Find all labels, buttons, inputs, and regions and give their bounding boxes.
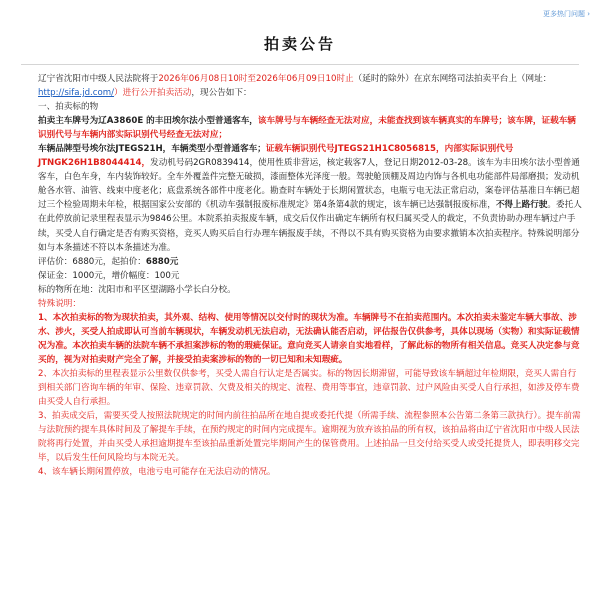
special-header: 特殊说明：	[38, 298, 81, 309]
special-item-2: 2、本次拍卖标的里程表显示公里数仅供参考，买受人需自行认定是否属实。标的物因长期滞留，可能导致该车辆超过年检期限，竞买人需自行到相关部门咨询车辆的年审、保险、违章罚款、欠费及相关的规定、流程、费用等事宜，违章罚款、过户风险由买受人自行承担，如涉及停车费由买受人自行承担。	[38, 368, 580, 408]
subject-paragraph	[38, 114, 582, 142]
section-heading: 一、拍卖标的物	[38, 102, 99, 113]
special-item-4: 4、该车辆长期闲置停放，电池亏电可能存在无法启动的情况。	[38, 467, 276, 478]
start-price-label: ，起拍价：	[102, 256, 146, 267]
intro-text-3: ，现公告如下：	[191, 88, 252, 99]
deposit-label: 保证金：	[38, 270, 73, 281]
intro-text-2: （延时的除外）在京东网络司法拍卖平台上（网址：	[353, 74, 552, 84]
vin-warning: 该车牌，证载车辆识别代号与车辆内部实际识别代号经查无法对应；	[38, 116, 576, 141]
title-divider	[21, 64, 579, 65]
location-line: 标的物所在地：沈阳市和平区望湖路小学长白分校。	[38, 284, 236, 295]
intro-text: 辽宁省沈阳市中级人民法院将于	[38, 74, 159, 84]
help-link[interactable]: 更多热门问题 ›	[542, 10, 590, 18]
eval-label: 评估价：	[38, 256, 73, 267]
price-line	[38, 255, 582, 269]
increment-value: 100元	[154, 270, 180, 281]
vehicle-description-2: 。委托人在此停放前记录里程表显示为9846公里。本院系拍卖报废车辆，成交后仅作出确定车辆所有权归属买受人的裁定，不负责协助办理车辆过户手续，买受人自行确定是否有购买资格，竞买人购买后自行办理车辆报废手续，不得以不具有购买资格为由要求撤销本次拍卖程序。特殊说明部分如与本条描述不符以本条描述为准。	[38, 200, 582, 253]
notice-content	[38, 72, 582, 479]
auction-activity-link[interactable]: ）进行公开拍卖活动	[114, 88, 192, 99]
vehicle-paragraph	[38, 142, 582, 254]
special-item-1: 1、本次拍卖标的物为现状拍卖，其外观、结构、使用等情况以交付时的现状为准。车辆牌号不在拍卖范围内。本次拍卖未鉴定车辆大事故、涉水、涉火，买受人拍成即认可当前车辆现状，车辆发动机无法启动，无法确认能否启动，评估报告仅供参考，具体以现场（实物）和实际证载情况为准。本次拍卖车辆的法院车辆不承担案涉标的物的瑕疵保证。意向竞买人请亲自实地看样，了解此标的物所有相关信息。竞买人决定参与竞买的，视为对拍卖财产完全了解，并接受拍卖案涉标的物的一切已知和未知瑕疵。	[38, 312, 580, 365]
deposit-value: 1000元	[72, 270, 103, 281]
vehicle-model: 车辆品牌型号埃尔法JTEGS21H，车辆类型小型普通客车；	[38, 144, 266, 155]
deposit-line	[38, 269, 582, 283]
page-title: 拍卖公告	[263, 35, 336, 53]
vin-detail: 证载车辆识别代号JTEGS21H1C8056815，内部实际识别代号JTNGK26H1B8044414，	[38, 144, 514, 169]
auction-time: 2026年06月08日10时至2026年06月09日10时止	[158, 74, 354, 84]
intro-paragraph	[38, 72, 582, 100]
eval-value: 6880元	[72, 256, 103, 267]
special-item-3: 3、拍卖成交后，需要买受人按照法院规定的时间内前往拍品所在地自提或委托代提（所需手续、流程参照本公告第二条第三款执行）。提车前需与法院预约提车具体时间及了解提车手续，在预约规定的时间内完成提车。逾期视为放弃该拍品的所有权，该拍品将由辽宁省沈阳市中级人民法院将再行处置，并由买受人承担逾期提车至该拍品重新处置完毕期间产生的保管费用。上述拍品一旦交付给买受人或受托提货人，即表明移交完毕，以后发生任何风险均与本院无关。	[38, 411, 581, 464]
vehicle-description: 发动机号码2GR0839414，使用性质非营运，核定载客7人，登记日期2012-03-28。该车为丰田埃尔法小型普通客车，白色车身，车内装饰较好。全车外覆盖件完整无破损，漆面整体光泽度一般。驾驶舱顶棚及周边内饰与各机电功能部件局部磨损；发动机舱各水管、油管、线束中度老化；底盘系统各部件中度老化。勘查时车辆处于长期闲置状态，电瓶亏电无法正常启动，案卷评估基准日车辆已超过三个检验周期未年检，根据国家公安部的《机动车强制报废标准规定》第4条第4款的规定，该车辆已达强制报废标准，	[38, 158, 580, 211]
plate-warning: 该车牌号与车辆经查无法对应，未能查找到该车辆真实的车牌号；	[257, 116, 508, 127]
jd-url-link[interactable]: http://sifa.jd.com/	[38, 88, 115, 99]
start-price-value: 6880元	[145, 256, 179, 267]
no-road-use: 不得上路行驶	[495, 200, 548, 211]
increment-label: ，增价幅度：	[102, 270, 155, 281]
plate-text: 拍卖主车牌号为辽A3860E 的丰田埃尔法小型普通客车，	[38, 116, 258, 127]
